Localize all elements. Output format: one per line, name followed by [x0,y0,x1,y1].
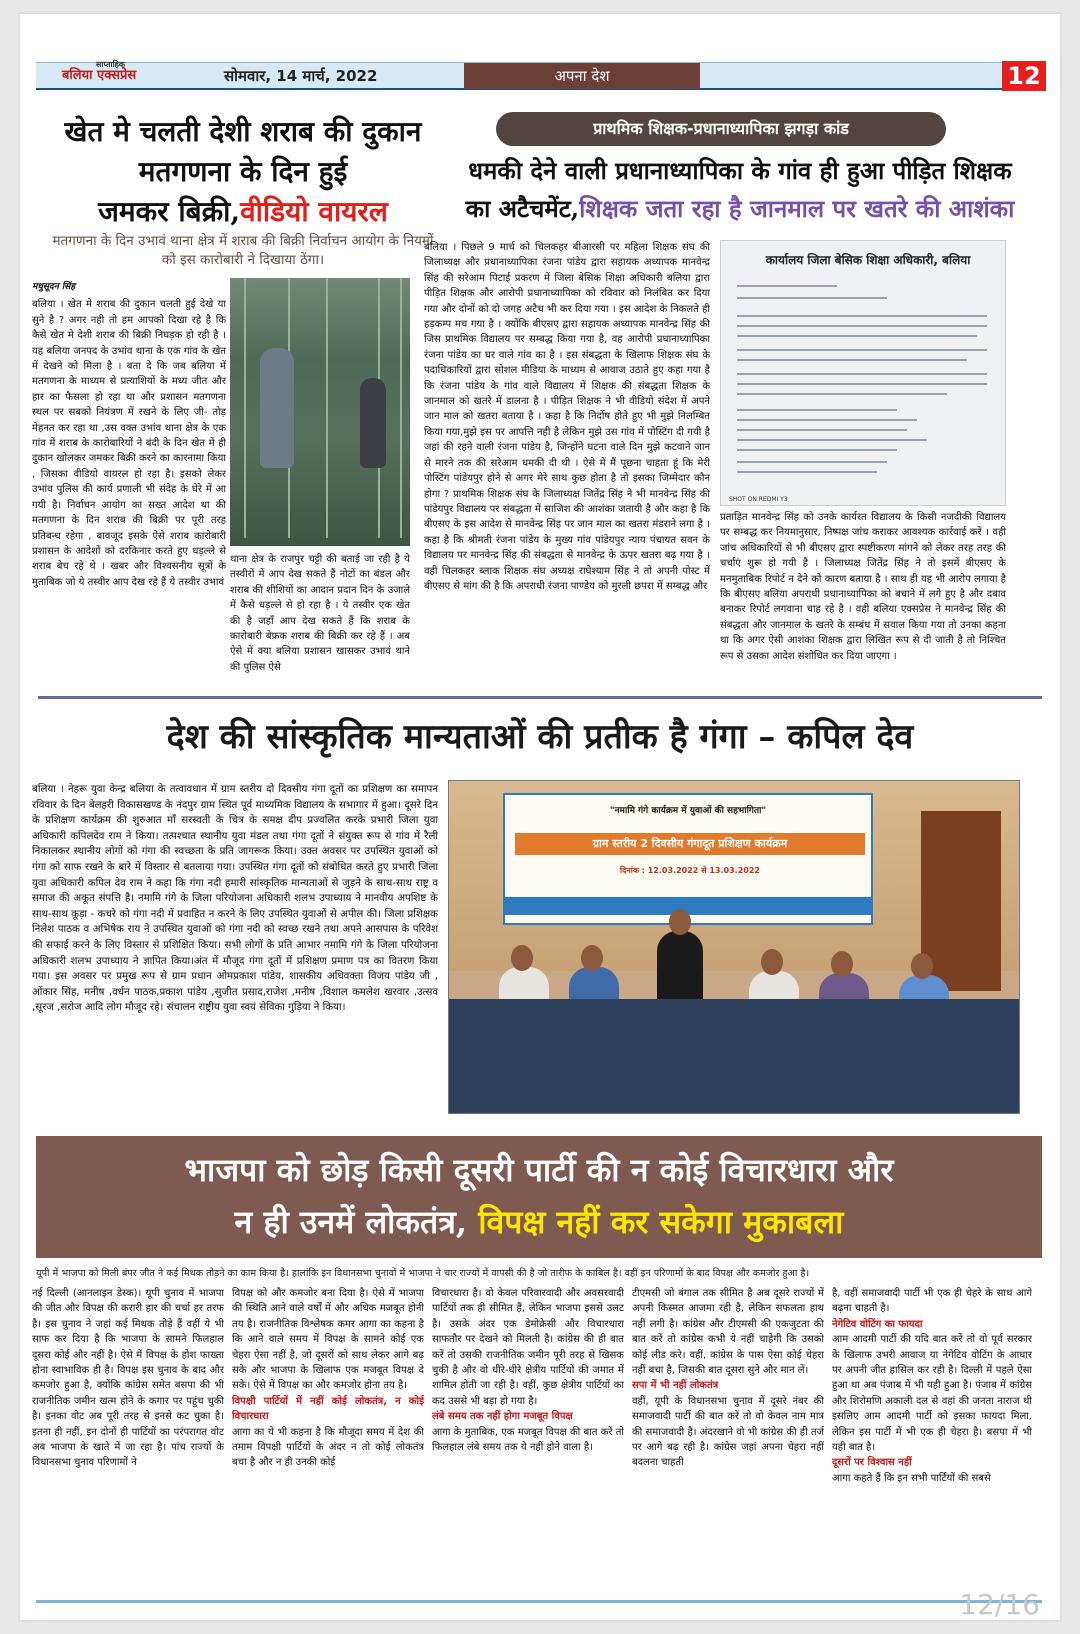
story4-c5b: आम आदमी पार्टी की यदि बात करें तो वो पूर्व सरकार के खिलाफ उभरी आवाज या नेगेटिव वोटिंग के आधार पर अपनी जीत हासिल कर रही है। दिल्ली में पहले ऐसा हुआ था अब पंजाब में भी यही हुआ है। पंजाब में कांग्रेस और शिरोमणि अकाली दल से वहां की जनता नाराज थी इसलिए आम आदमी पार्टी को इसका फायदा मिला, लेकिन इस पार्टी में भी एक ही चेहरा है। बसपा में भी यही बात है। [832,1334,1032,1454]
masthead [36,59,1046,90]
bottom-divider [36,1600,1042,1603]
story4-column-2 [232,1286,424,1594]
letter-footer: SHOT ON REDMI Y3 [729,496,788,503]
story4-c2a: विपक्ष को और कमजोर बना दिया है। ऐसे में भाजपा की स्थिति आने वाले वर्षों में और अधिक मजबूत होनी तय है। राजनीतिक विश्लेषक कमर आगा का कहना है कि आने वाले समय में विपक्ष के सामने कोई एक चेहरा ऐसा नहीं है, जो दूसरों को साथ लेकर आगे बढ़ सके और भाजपा के खिलाफ एक मजबूत विपक्ष दे सके। ऐसे में विपक्ष का और कमजोर होना तय है। [232,1288,424,1392]
story4-headline-box [36,1136,1042,1258]
story4-column-1 [32,1286,224,1594]
story4-headline-line1: भाजपा को छोड़ किसी दूसरी पार्टी की न कोई विचारधारा और [184,1151,894,1189]
page-number: 12 [1002,61,1046,91]
story1-column-2 [230,552,410,688]
story2-headline [440,152,1040,228]
story1-photo [230,278,410,546]
story4-c5-subhead-2: दूसरों पर विश्वास नहीं [832,1457,912,1469]
story4-c3b: आगा के मुताबिक, एक मजबूत विपक्ष की बात करें तो फिलहाल लंबे समय तक ये नहीं होने वाला है। [432,1426,624,1454]
story1-headline-line3a: जमकर बिक्री, [98,195,241,228]
story2-letter-image [720,240,1006,506]
story4-strap: यूपी में भाजपा को मिली बंपर जीत ने कई मिथक तोड़ने का काम किया है। हालांकि इन विधानसभा चुनावों में भाजपा ने चार राज्यों में वापसी की है जो तारीफ के काबिल है। वहीं इन परिणामों के बाद विपक्ष और कमजोर हुआ है। [36,1268,810,1279]
section-label: अपना देश [464,63,700,89]
story4-column-4 [632,1286,824,1594]
paper-name [62,59,137,83]
story1-headline-line3b: वीडियो वायरल [240,195,388,228]
story1-column-1 [32,280,226,688]
story4-headline-line2b: विपक्ष नहीं कर सकेगा मुकाबला [478,1203,844,1241]
story4-c4-subhead: सपा में भी नहीं लोकतंत्र [632,1380,719,1392]
story3-text: बलिया । नेहरू युवा केन्द्र बलिया के तत्वावधान में ग्राम स्तरीय दो दिवसीय गंगा दूतों का प्रशिक्षण का समापन रविवार के दिन बेलहरी विकासखण्ड के नंदपुर ग्राम स्थित पूर्व माध्यमिक विद्यालय के सभागार में हुआ। दूसरे दिन के प्रशिक्षण कार्यक्रम की शुरुआत माँ सरस्वती के चित्र के समक्ष दीप प्रज्वलित करके प्रभारी जिला युवा अधिकारी कपिलदेव राम ने किया। तत्पश्चात स्थानीय युवा मंडल तथा गंगा दूतों ने संयुक्त रूप से गांव में रैली निकालकर स्थानीय लोगों को गंगा की स्वच्छता के प्रति जागरूक किया। उक्त अवसर पर उपस्थित युवाओं को गंगा को साफ रखने के बारे में विस्तार से बतलाया गया। उपस्थित गंगा दूतों को संबोधित करते हुए प्रभारी जिला युवा अधिकारी कपिल देव राम ने कहा कि गंगा नदी हमारी सांस्कृतिक मान्यताओं से जुड़ने के साथ-साथ राष्ट्र व समाज की अकूत संपत्ति है। नमामि गंगे के जिला परियोजना अधिकारी शलभ उपाध्याय ने मानवीय अपशिष्ट के साथ-साथ कूड़ा - कचरे को गंगा नदी में प्रवाहित न करने के लिए उपस्थित युवाओं से अपील की। जिला प्रशिक्षक निलेश पाठक व अभिषेक राय ने उपस्थित युवाओं को गंगा नदी को स्वच्छ रखने तथा अपने आसपास के परिवेश की सफाई करने के लिए विस्तार से प्रशिक्षित किया। सभी लोगों के प्रति आभार नमामि गंगे के जिला परियोजना अधिकारी शलभ उपाध्याय ने ज्ञापित किया।अंत में मौजूद गंगा दूतों में प्रशिक्षण प्रमाण पत्र का वितरण किया गया। इस अवसर पर प्रमुख रूप से ग्राम प्रधान ओमप्रकाश पांडेय, शासकीय अधिवक्ता विजय पांडेय जी , ओंकार सिंह, मनीष ,वर्धन पाठक,प्रकाश पांडेय ,सुजीत प्रसाद,राजेश ,मनीष ,विशाल कमलेश खरवार ,उत्सव ,सूरज ,सरोज आदि लोग मौजूद रहे। संचालन राष्ट्रीय युवा स्वयं सेविका गुड़िया ने किया। [32,784,438,1014]
story1-col2-text: थाना क्षेत्र के राजपुर चट्टी की बताई जा रही है ये तस्वीरों में आप देख सकते हैं नोटों का बंडल और शराब की शीशियों का आदान प्रदान दिन के उजाले में कैसे धड़ल्ले से हो रहा है । ये तस्वीर एक खेत की है जहाँ आप देख सकते हैं कि शराब के कारोबारी बेफ्रक शराब की बिक्री कर रहे हैं । अब ऐसे में क्या बलिया प्रशासन खासकर उभावं थाने की पुलिस ऐसे [230,554,410,673]
story1-subhead: मतगणना के दिन उभावं थाना क्षेत्र में शराब की बिक्री निर्वाचन आयोग के नियमों को इस कारोबारी ने दिखाया ठेंगा। [52,233,434,268]
story2-headline-line2b: शिक्षक जता रहा है जानमाल पर खतरे की आशंका [579,194,1015,223]
paper-name-text: बलिया एक्सप्रेस [62,68,137,83]
newspaper-page [20,14,1060,1620]
story1-byline: मधुसूदन सिंह [32,282,76,292]
banner-date-text: दिनांक : 12.03.2022 से 13.03.2022 [620,866,760,875]
story4-c3-subhead: लंबे समय तक नहीं होगा मजबूत विपक्ष [432,1411,573,1423]
section-divider [38,696,1042,699]
story2-headline-line2a: का अटैचमेंट, [465,194,580,223]
letter-heading: कार्यालय जिला बेसिक शिक्षा अधिकारी, बलिया [765,253,971,267]
story3-photo [448,780,1020,1114]
page-counter: 12/16 [959,1588,1040,1621]
story1-headline-line1: खेत मे चलती देशी शराब की दुकान [64,115,422,148]
story2-column-2 [720,510,1006,688]
story2-kicker: प्राथमिक शिक्षक-प्रधानाध्यापिका झगड़ा कांड [496,112,946,146]
story4-c3a: विचारधारा है। वो केवल परिवारवादी और अवसरवादी पार्टियों तक ही सीमित हैं, लेकिन भाजपा इससे उलट है। उसके अंदर एक डेमोक्रेसी और विचारधारा साफतौर पर देखने को मिलती है। कांग्रेस की ही बात करें तो उसकी राजनीतिक जमीन पूरी तरह से खिसक चुकी है और वो धीरे-धीरे क्षेत्रीय पार्टियों की जमात में शामिल होती जा रही है। वहीं, कुछ क्षेत्रीय पार्टियों का कद उससे भी बड़ा हो गया है। [432,1288,624,1407]
photo-person-2 [360,378,386,468]
story2-headline-line1: धमकी देने वाली प्रधानाध्यापिका के गांव ही हुआ पीड़ित शिक्षक [468,156,1012,185]
story4-c5-subhead-1: नेगेटिव वोटिंग का फायदा [832,1318,923,1330]
story4-c1: नई दिल्ली (आनलाइन डेस्क)। यूपी चुनाव में भाजपा की जीत और विपक्ष की करारी हार की चर्चा हर तरफ है। इस चुनाव ने जहां कई मिथक तोड़े हैं वहीं ये भी साफ कर दिया है कि भाजपा के सामने फिलहाल दूसरा कोई और नहीं है। ऐसे में विपक्ष के होश फाख्ता होना स्वाभाविक ही है। विपक्ष इस चुनाव के बाद और कमजोर हुआ है, क्योंकि कांग्रेस समेत बसपा की भी राजनीतिक जमीन खत्म होने के कगार पर पहुंच चुकी है। इनका वोट अब पूरी तरह से इनसे कट चुका है। इतना ही नहीं, इन दोनों ही पार्टियों का परंपरागत वोट अब भाजपा के खाते में जा रहा है। पांच राज्यों के विधानसभा चुनाव परिणामों ने [32,1288,224,1469]
story3-headline: देश की सांस्कृतिक मान्यताओं की प्रतीक है गंगा – कपिल देव [166,717,914,757]
issue-date: सोमवार, 14 मार्च, 2022 [224,67,378,85]
story3-column [32,782,438,1122]
story2-col1-text: बलिया । पिछले 9 मार्च को चिलकहर बीआरसी पर महिला शिक्षक संघ की जिलाध्यक्ष और प्रधानाध्यापिका रंजना पांडेय द्वारा सहायक अध्यापक मानवेन्द्र सिंह की सरेआम पिटाई प्रकरण में जिला बेसिक शिक्षा अधिकारी बलिया द्वारा पीड़ित शिक्षक और आरोपी प्रधानाध्यापिका को रविवार को निलंबित कर दिया गया और दोनों को दो जगह अटैच भी कर दिया गया । इस आदेश के निकलते ही हड़कम्प मच गया है । क्योंकि बीएसए द्वारा सहायक अध्यापक मानवेन्द्र सिंह की जिस प्राथमिक विद्यालय पर सम्बद्ध किया गया है, वह आरोपी प्रधानाध्यापिका रंजना पांडेय का घर वाले गांव का है । इस संबद्धता के खिलाफ शिक्षक संघ के पदाधिकारियों द्वारा सोशल मीडिया के माध्यम से आवाज उठाते हुए कहा गया है कि रंजना पांडेय के गांव वाले विद्यालय में शिक्षक की संबद्धता शिक्षक के जानमाल को खतरे में डालना है । पीड़ित शिक्षक ने भी वीडियो संदेश में अपने जान माल को खतरा बताया है । कहा है कि निर्दोष होते हुए भी मुझे निलम्बित किया गया,मुझे इस पर आपत्ति नही है लेकिन मुझे उस गांव में पोस्टिंग दी गयी है जहां की रहने वाली रंजना पांडेय है, जिन्होंने घटना वाले दिन मुझे कटवाने जान से मारने तक की सरेआम धमकी दी थी । ऐसे में मैं पूछना चाहता हूं कि मेरी पोस्टिंग पांडेयपुर होने से अगर मेरे साथ कुछ होता है तो इसका जिम्मेदार कौन होगा ? प्राथमिक शिक्षक संघ के जिलाध्यक्ष जितेंद्र सिंह ने भी मानवेन्द्र सिंह की पांडेयपुर विद्यालय पर संबद्धता में साजिश की आशंका जतायी है और कहा है कि बीएसए के इस आदेश से मानवेन्द्र सिंह पर जान माल का खतरा मंडराने लगा है । कहा है कि श्रीमती रंजना पांडेय के मुख्य गांव पांडेयपुर न्याय पंचायत सवन के विद्यालय पर मानवेन्द्र सिंह की संबद्धता से मानवेन्द्र के ऊपर खतरा बढ़ गया है । वही चिलकहर ब्लाक शिक्षक संघ अध्यक्ष राघेश्याम सिंह ने तो अपनी पोस्ट में बीएसए से मांग की है कि अपराधी रंजना पाण्डेय को मुरली छपरा में सम्बद्ध और [424,242,710,592]
story2-column-1 [424,240,710,688]
story1-headline [48,112,438,232]
banner-title-text: ग्राम स्तरीय 2 दिवसीय गंगादूत प्रशिक्षण कार्यक्रम [515,833,865,855]
story2-col2-text: प्रताड़ित मानवेन्द्र सिंह को उनके कार्यरत विद्यालय के किसी नजदीकी विद्यालय पर सम्बद्ध कर नियमानुसार, निष्पक्ष जांच कराकर आवश्यक कार्रवाई करें । वही जांच अधिकारियों से भी बीएसए द्वारा स्पष्टीकरण मांगने को लेकर तरह तरह की चर्चाएं शुरू हो गयी है । जिलाध्यक्ष जितेंद्र सिंह ने तो इसमें बीएसए के मनमुताबिक रिपोर्ट न देने को कारण बताया है । साथ ही यह भी आरोप लगाया है कि बीएसए बलिया अपराधी प्रधानाध्यापिका को बचाने में लगे हुए है और दबाव बनाकर रिपोर्ट लगवाना चाह रहे है । वही बलिया एक्सप्रेस ने मानवेन्द्र सिंह की संबद्धता और जानमाल के खतरे के सम्बंध में सवाल किया गया तो उनका कहना था कि अगर ऐसी आशंका शिक्षक द्वारा लिखित रूप से दी जाती है तो निश्चित रूप से उसका आदेश संशोधित कर दिया जाएगा । [720,512,1006,662]
story4-headline-line2a: न ही उनमें लोकतंत्र, [234,1203,468,1241]
story1-col1-text: बलिया । खेत मे शराब की दुकान चलती हुई देखे या सुने है ? अगर नही तो हम आपको दिखा रहे है कि कैसे खेत मे देशी शराब की बिक्री निघड़क हो रही है । यह बलिया जनपद के उभांव थाना के एक गांव के खेत में देखने को मिला है । बता दे कि जब बलिया में मतगणना के माध्यम से प्रत्याशियों के मध्य जीत और हार का फैसला हो रहा था और प्रशासन मतगणना स्थल पर सबको नियंत्रण में रखने के लिए जी- तोड़ मेहनत कर रहा था ,उस वक्त उभांव थाना क्षेत्र के एक गांव में शराब के कारोबारियों ने बंदी के दिन खेत में ही दुकान खोलकर जमकर बिक्री करने का कारनामा किया , जिसका वीडियो वायरल हो रहा है। इसको लेकर उभांव पुलिस की कार्य प्रणाली भी संदेह के घेरे में आ गयी है। निर्वाचन आयोग का सख्त आदेश था की मतगणना के दिन शराब की बिक्री पर पूरी तरह प्रतिबन्ध रहेगा , बावजूद इसके ऐसे शराब कारोबारी प्रशासन के आदेशों को दरकिनार करते हुए धड़ल्ले से शराब बेच रहे थे । खबर और विश्वसनीय सूत्रों के मुताबिक जो ये तस्वीर आप देख रहे हैं ये तस्वीर उभावं [32,299,226,588]
story4-c5c: आगा कहते हैं कि इन सभी पार्टियों की सबसे [832,1472,991,1484]
paper-name-small: साप्ताहिक [96,59,126,69]
story1-headline-line2: मतगणना के दिन हुई [138,155,348,188]
story4-column-3 [432,1286,624,1594]
event-table [449,999,1019,1114]
story4-c2-subhead: विपक्षी पार्टियों में नहीं कोई लोकतंत्र, न कोई विचारधारा [232,1395,424,1423]
story4-c5a: है, वहीं समाजवादी पार्टी भी एक ही चेहरे के साथ आगे बढ़ना चाहती है। [832,1288,1032,1315]
story4-c4a: टीएमसी जो बंगाल तक सीमित है अब दूसरे राज्यों में अपनी किस्मत आजमा रही है, लेकिन सफलता हाथ नहीं लगी है। कांग्रेस और टीएमसी की एकजुटता की बात करें तो कांग्रेस कभी ये नहीं चाहेगी कि उसको कोई लीड करे। वहीं, कांग्रेस के पास ऐसा कोई चेहरा नहीं बचा है, जिसकी बात दूसरा सुने और मान लें। [632,1288,824,1377]
story4-c4b: वहीं, यूपी के विधानसभा चुनाव में दूसरे नंबर की समाजवादी पार्टी की बात करें तो वो केवल नाम मात्र की समाजवादी है। अंदरखाने वो भी कांग्रेस की ही तर्ज पर आगे बढ़ रही है। कांग्रेस जहां अपना चेहरा नहीं बदलना चाहती [632,1395,824,1469]
story4-c2b: आगा का ये भी कहना है कि मौजूदा समय में देश की तमाम विपक्षी पार्टियों के अंदर न तो कोई लोकतंत्र बचा है और न ही उनकी कोई [232,1426,424,1469]
story4-column-5 [832,1286,1032,1594]
banner-top-text: "नमामि गंगे कार्यक्रम में युवाओं की सहभागिता" [609,806,767,816]
photo-person-1 [260,348,294,468]
event-banner [503,793,873,925]
